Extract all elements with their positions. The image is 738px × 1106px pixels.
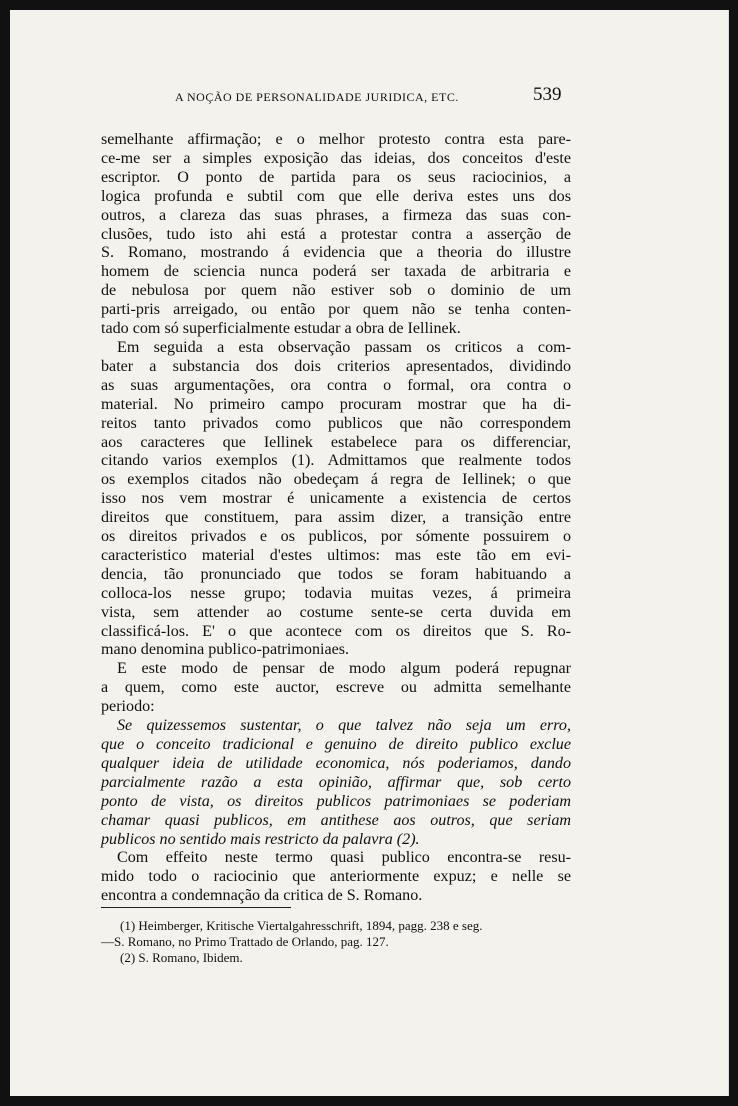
quote-line: chamar quasi publicos, em antithese aos outros, que seriam: [101, 811, 571, 829]
quote-line: ponto de vista, os direitos publicos patrimoniaes se poderiam: [101, 792, 571, 810]
text-line: mano denomina publico-patrimoniaes.: [101, 641, 350, 659]
quote-line: Se quizessemos sustentar, o que talvez não seja um erro,: [117, 717, 571, 735]
text-line: as suas argumentações, ora contra o formal, ora contra o: [101, 376, 571, 394]
quote-line: que o conceito tradicional e genuino de direito publico exclue: [101, 736, 571, 753]
text-line: isso nos vem mostrar é unicamente a existencia de certos: [101, 490, 571, 508]
text-line: Com effeito neste termo quasi publico encontra-se resu-: [117, 849, 571, 867]
text-line: direitos que constituem, para assim dizer, a transição entre: [101, 509, 571, 527]
text-line: vista, sem attender ao costume sente-se certa duvida em: [101, 603, 571, 621]
text-line: periodo:: [101, 698, 155, 716]
text-line: material. No primeiro campo procuram mostrar que ha di-: [101, 395, 571, 413]
page-number: 539: [533, 84, 562, 105]
text-line: os direitos privados e os publicos, por sómente possuirem o: [101, 528, 571, 546]
body-text: [101, 131, 571, 906]
quote-line: qualquer ideia de utilidade economica, nós poderiamos, dando: [101, 754, 571, 772]
text-line: classificá-los. E' o que acontece com os direitos que S. Ro-: [101, 622, 571, 640]
text-line: aos caracteres que Iellinek estabelece para os differenciar,: [101, 433, 571, 451]
quote-line: parcialmente razão a esta opinião, affirmar que, sob certo: [101, 773, 571, 791]
text-line: dencia, tão pronunciado que todos se foram habituando a: [101, 565, 571, 583]
text-line: mido todo o raciocinio que anteriormente expuz; e nelle se: [101, 868, 571, 886]
text-line: clusões, tudo isto ahi está a protestar contra a asserção de: [101, 225, 571, 243]
text-line: citando varios exemplos (1). Admittamos que realmente todos: [101, 452, 571, 470]
text-line: escriptor. O ponto de partida para os seus raciocinios, a: [101, 168, 571, 186]
text-line: homem de sciencia nunca poderá ser taxada de arbitraria e: [101, 263, 571, 281]
text-line: logica profunda e subtil com que elle deriva estes uns dos: [101, 187, 571, 205]
text-line: outros, a clareza das suas phrases, a firmeza das suas con-: [101, 206, 571, 224]
running-head: A NOÇÃO DE PERSONALIDADE JURIDICA, ETC.: [175, 90, 459, 104]
text-line: a quem, como este auctor, escreve ou admitta semelhante: [101, 679, 571, 697]
footnote-rule: [101, 907, 291, 908]
footnote-2: (2) S. Romano, Ibidem.: [120, 950, 243, 965]
text-line: S. Romano, mostrando á evidencia que a theoria do illustre: [101, 244, 571, 262]
text-line: tado com só superficialmente estudar a obra de Iellinek.: [101, 320, 461, 338]
text-line: de nebulosa por quem não estiver sob o dominio de um: [101, 282, 571, 300]
text-line: bater a substancia dos dois criterios apresentados, dividindo: [101, 357, 571, 375]
text-line: Em seguida a esta observação passam os criticos a com-: [117, 338, 571, 356]
text-line: reitos tanto privados como publicos que não correspondem: [101, 414, 571, 432]
text-line: ce-me ser a simples exposição das ideias, dos conceitos d'este: [101, 149, 571, 167]
text-line: semelhante affirmação; e o melhor protesto contra esta pare-: [101, 131, 571, 148]
footnote-1: (1) Heimberger, Kritische Viertalgahresschrift, 1894, pagg. 238 e seg.: [120, 918, 483, 933]
text-line: caracteristico material d'estes ultimos: mas este tão em evi-: [101, 546, 571, 564]
footnote-1-continued: —S. Romano, no Primo Trattado de Orlando, pag. 127.: [101, 934, 389, 949]
text-line: os exemplos citados não obedeçam á regra de Iellinek; o que: [101, 471, 571, 489]
quote-line: publicos no sentido mais restricto da palavra (2).: [101, 830, 420, 848]
text-line: parti-pris arreigado, ou então por quem não se tenha conten-: [101, 301, 571, 319]
text-line: colloca-los nesse grupo; todavia muitas vezes, á primeira: [101, 584, 571, 602]
text-line: E este modo de pensar de modo algum poderá repugnar: [117, 660, 571, 678]
text-line: encontra a condemnação da critica de S. Romano.: [101, 887, 423, 905]
footnotes: [101, 918, 571, 966]
